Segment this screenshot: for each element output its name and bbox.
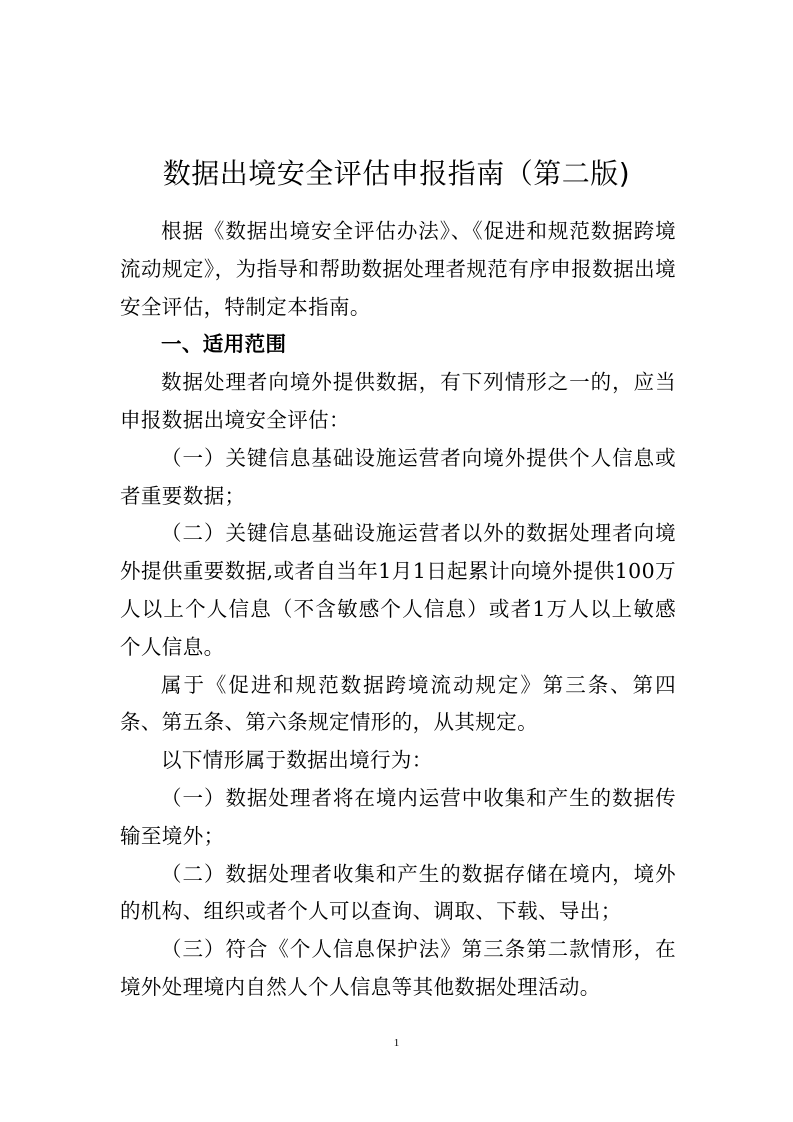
outbound-item-2: （二）数据处理者收集和产生的数据存储在境内，境外的机构、组织或者个人可以查询、调取、下载、导出； — [120, 861, 676, 924]
document-title: 数据出境安全评估申报指南（第二版) — [162, 156, 631, 190]
intro-paragraph: 根据《数据出境安全评估办法》、《促进和规范数据跨境流动规定》，为指导和帮助数据处理者规范有序申报数据出境安全评估，特制定本指南。 — [120, 219, 676, 319]
scope-paragraph: 数据处理者向境外提供数据，有下列情形之一的，应当申报数据出境安全评估： — [120, 370, 676, 432]
outbound-item-3: （三）符合《个人信息保护法》第三条第二款情形，在境外处理境内自然人个人信息等其他数据处理活动。 — [120, 937, 676, 999]
scope-item-2: （二）关键信息基础设施运营者以外的数据处理者向境外提供重要数据,或者自当年1月1日起累计向境外提供100万人以上个人信息（不含敏感个人信息）或者1万人以上敏感个人信息。 — [120, 521, 676, 659]
regulation-reference-paragraph: 属于《促进和规范数据跨境流动规定》第三条、第四条、第五条、第六条规定情形的，从其规定。 — [120, 672, 676, 735]
section-heading-scope: 一、适用范围 — [161, 332, 287, 357]
outbound-behavior-intro: 以下情形属于数据出境行为： — [161, 748, 433, 773]
scope-item-1: （一）关键信息基础设施运营者向境外提供个人信息或者重要数据； — [120, 445, 676, 508]
page-number: 1 — [393, 1037, 400, 1049]
document-body — [120, 213, 676, 1007]
outbound-item-1: （一）数据处理者将在境内运营中收集和产生的数据传输至境外； — [120, 785, 676, 848]
